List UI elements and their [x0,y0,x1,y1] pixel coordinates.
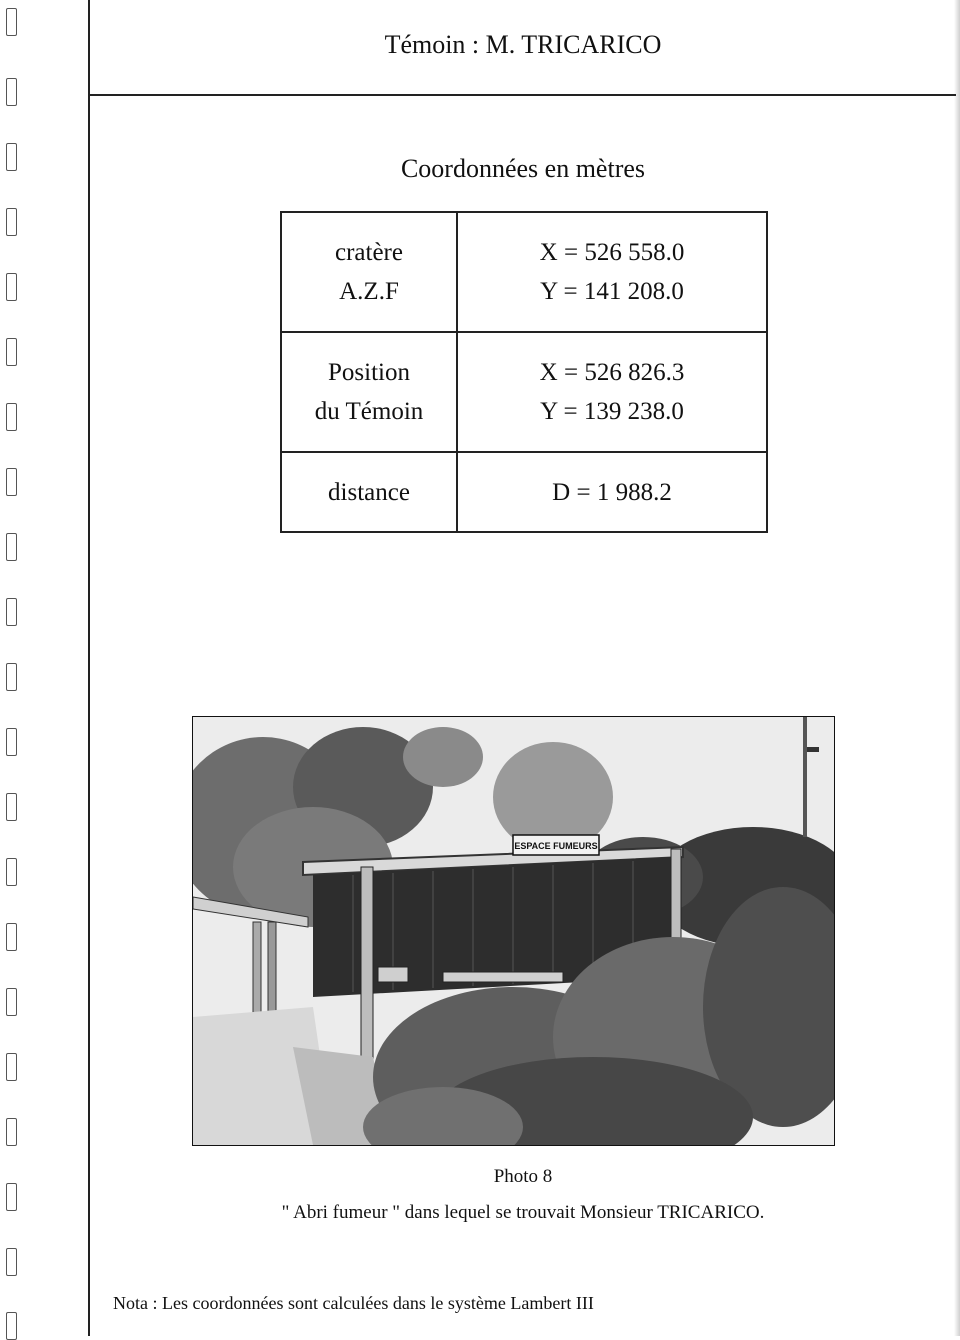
table-row [281,452,767,532]
binder-hole [6,143,17,171]
binder-hole [6,403,17,431]
cell-line: Y = 139 238.0 [540,398,684,425]
binder-hole [6,793,17,821]
table-cell-value [457,212,767,332]
photo-number: Photo 8 [493,1166,553,1187]
espace-fumeurs-sign [513,835,599,855]
binder-hole [6,1053,17,1081]
cell-line: distance [328,478,410,506]
cell-line: du Témoin [314,398,424,425]
shelter-photo [192,716,835,1146]
coordinates-heading: Coordonnées en mètres [400,154,646,183]
binder-hole [6,1248,17,1276]
binder-hole [6,273,17,301]
binder-hole [6,8,17,36]
binder-hole [6,923,17,951]
page-title: Témoin : M. TRICARICO [384,30,662,59]
cell-line: X = 526 558.0 [539,239,685,266]
cell-line: Position [328,359,410,386]
binder-hole [6,663,17,691]
cell-line: Y = 141 208.0 [540,278,684,305]
coordinates-table [280,211,768,533]
table-cell-value [457,332,767,452]
binder-hole [6,858,17,886]
cell-line: cratère [335,239,403,266]
cell-line: D = 1 988.2 [552,478,672,506]
table-cell-label [281,452,457,532]
table-row [281,212,767,332]
cell-line: A.Z.F [339,278,399,305]
binder-hole [6,1118,17,1146]
table-cell-label [281,332,457,452]
binder-hole [6,78,17,106]
table-cell-value [457,452,767,532]
lamp-post [803,717,807,837]
binder-hole [6,468,17,496]
margin-line [88,0,90,1336]
sign-text: ESPACE FUMEURS [514,841,598,851]
table-row [281,332,767,452]
footer-note: Nota : Les coordonnées sont calculées dans le système Lambert III [113,1293,594,1313]
binder-hole [6,1183,17,1211]
page-header [90,0,956,96]
binder-hole [6,728,17,756]
binder-hole [6,988,17,1016]
binder-hole [6,208,17,236]
binder-holes [0,0,18,1336]
photo-caption: " Abri fumeur " dans lequel se trouvait Monsieur TRICARICO. [281,1202,765,1223]
binder-hole [6,338,17,366]
binder-hole [6,598,17,626]
cell-line: X = 526 826.3 [539,359,685,386]
binder-hole [6,533,17,561]
page-edge-shadow [954,0,960,1336]
table-cell-label [281,212,457,332]
